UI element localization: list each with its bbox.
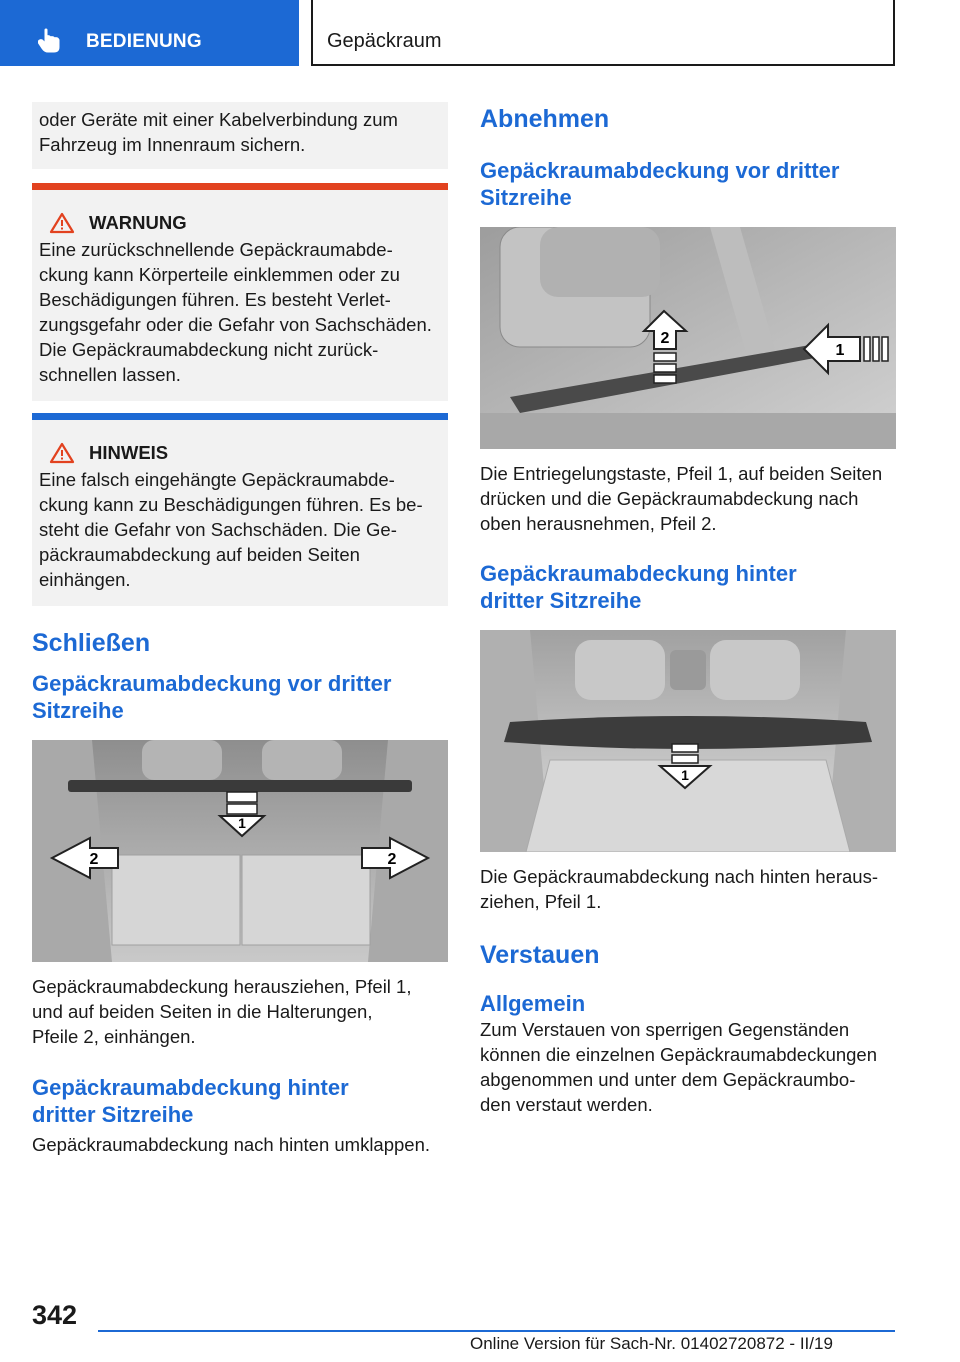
warning-line: Beschädigungen führen. Es besteht Verlet- — [39, 289, 391, 310]
figure-label: 1 — [835, 342, 845, 359]
warning-line: ckung kann Körperteile einklemmen oder zu — [39, 264, 400, 285]
warning-line: zungsgefahr oder die Gefahr von Sachschäden. — [39, 314, 432, 335]
note-line: oder Geräte mit einer Kabelverbindung zum — [39, 109, 398, 130]
cargo-cover-remove-figure — [480, 227, 896, 449]
section-tab — [0, 0, 299, 66]
paragraph-line: können die einzelnen Gepäckraumabdeckungen — [480, 1044, 878, 1065]
caption-line: Gepäckraumabdeckung herausziehen, Pfeil 1, — [32, 976, 412, 997]
hint-line: ckung kann zu Beschädigungen führen. Es be- — [39, 494, 423, 515]
hint-line: steht die Gefahr von Sachschäden. Die Ge- — [39, 519, 397, 540]
footer-online-version: Online Version für Sach-Nr. 01402720872 - II/19 — [470, 1334, 833, 1353]
subsection-line: Sitzreihe — [480, 185, 572, 210]
hint-title: HINWEIS — [89, 442, 169, 463]
cargo-cover-install-figure — [32, 740, 448, 962]
paragraph-stow — [480, 1017, 896, 1117]
subsection-line: dritter Sitzreihe — [32, 1102, 194, 1127]
caption-line: Die Entriegelungstaste, Pfeil 1, auf beiden Seiten — [480, 463, 883, 484]
warning-line: schnellen lassen. — [39, 364, 181, 385]
note-box — [32, 102, 448, 169]
section-title-abnehmen: Abnehmen — [480, 105, 610, 133]
warning-title-row — [39, 210, 441, 235]
caption-rear — [480, 864, 896, 914]
footer-divider — [98, 1330, 895, 1332]
caption-line: oben herausnehmen, Pfeil 2. — [480, 513, 717, 534]
hint-box — [32, 413, 448, 606]
warning-title: WARNUNG — [89, 212, 187, 233]
hint-line: päckraumabdeckung auf beiden Seiten — [39, 544, 360, 565]
paragraph-fold: Gepäckraumabdeckung nach hinten umklappen. — [32, 1134, 431, 1155]
warning-line: Eine zurückschnellende Gepäckraumabde- — [39, 239, 393, 260]
subsection-line: Gepäckraumabdeckung hinter — [480, 561, 797, 586]
cargo-cover-rear-figure — [480, 630, 896, 852]
caption-line: ziehen, Pfeil 1. — [480, 891, 602, 912]
caption-line: Pfeile 2, einhängen. — [32, 1026, 196, 1047]
section-title-schliessen: Schließen — [32, 629, 151, 657]
warning-box — [32, 183, 448, 401]
caption-install — [32, 974, 448, 1049]
subsection-title — [480, 157, 896, 211]
paragraph-line: abgenommen und unter dem Gepäckraumbo- — [480, 1069, 856, 1090]
subsection-line: Gepäckraumabdeckung hinter — [32, 1075, 349, 1100]
note-line: Fahrzeug im Innenraum sichern. — [39, 134, 306, 155]
figure-label: 1 — [681, 767, 689, 783]
right-column — [480, 102, 896, 1117]
section-label: BEDIENUNG — [86, 31, 202, 52]
caption-remove — [480, 461, 896, 536]
figure-label: 1 — [238, 815, 246, 831]
chapter-header — [311, 0, 895, 66]
subsection-title — [32, 670, 448, 724]
paragraph-line: den verstaut werden. — [480, 1094, 653, 1115]
hint-line: einhängen. — [39, 569, 131, 590]
warning-triangle-icon — [49, 212, 75, 234]
subsection-title — [32, 1074, 448, 1128]
paragraph-line: Zum Verstauen von sperrigen Gegenständen — [480, 1019, 850, 1040]
chapter-label: Gepäckraum — [327, 30, 442, 52]
figure-label: 2 — [89, 851, 99, 868]
hint-line: Eine falsch eingehängte Gepäckraumabde- — [39, 469, 395, 490]
pointing-hand-icon — [38, 28, 64, 54]
figure-label: 2 — [387, 851, 397, 868]
page-number: 342 — [32, 1300, 78, 1330]
caption-line: Die Gepäckraumabdeckung nach hinten heraus- — [480, 866, 878, 887]
warning-triangle-icon — [49, 442, 75, 464]
caption-line: drücken und die Gepäckraumabdeckung nach — [480, 488, 859, 509]
subsection-line: Sitzreihe — [32, 698, 124, 723]
section-title-verstauen: Verstauen — [480, 941, 600, 969]
subsection-title — [480, 560, 896, 614]
subsection-line: Gepäckraumabdeckung vor dritter — [480, 158, 840, 183]
subsection-line: Gepäckraumabdeckung vor dritter — [32, 671, 392, 696]
figure-label: 2 — [660, 330, 670, 347]
subsection-title-allgemein: Allgemein — [480, 991, 586, 1016]
warning-line: Die Gepäckraumabdeckung nicht zurück- — [39, 339, 379, 360]
hint-title-row — [39, 440, 441, 465]
subsection-line: dritter Sitzreihe — [480, 588, 642, 613]
left-column — [32, 102, 448, 1157]
caption-line: und auf beiden Seiten in die Halterungen, — [32, 1001, 373, 1022]
